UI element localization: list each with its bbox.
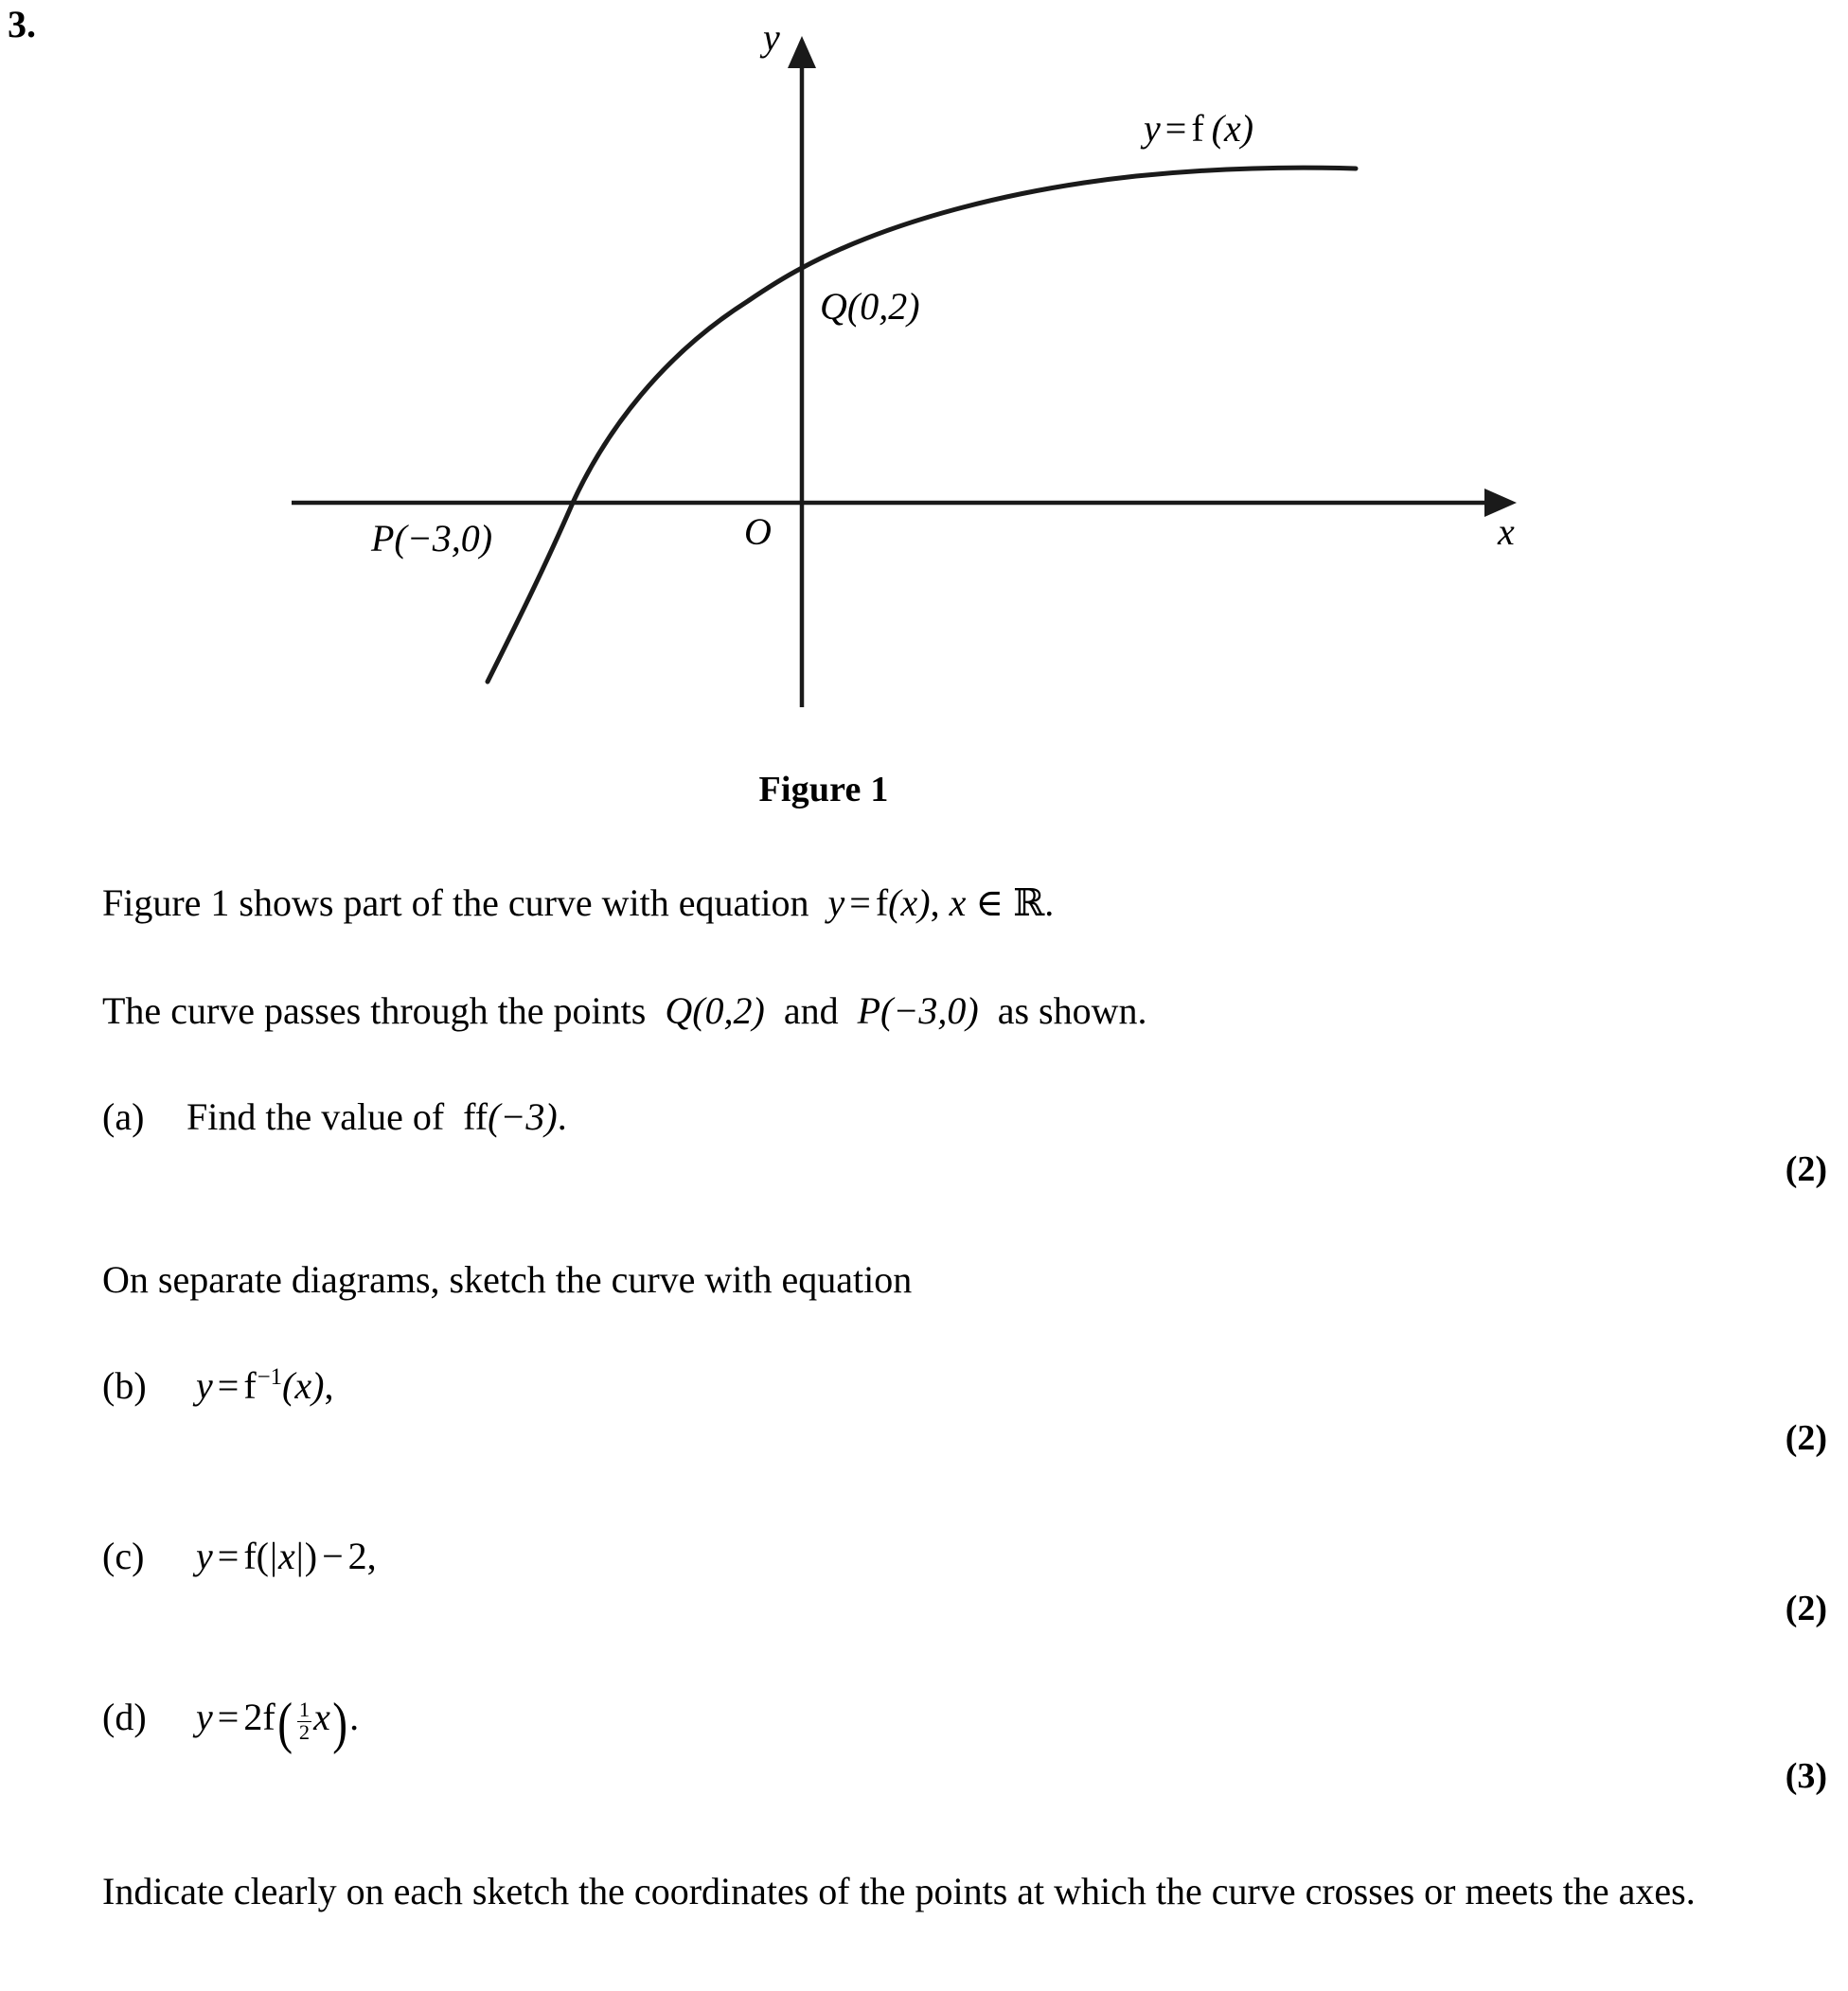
part-c-comma: , (366, 1535, 377, 1577)
part-c-y: y (196, 1535, 213, 1577)
part-c-equation (196, 1535, 377, 1577)
part-d-label: (d) (102, 1696, 147, 1738)
part-c-open-paren: ( (256, 1535, 269, 1577)
intro-paragraph-1 (102, 879, 1054, 928)
part-d-period: . (349, 1696, 360, 1738)
part-b-exponent: −1 (257, 1363, 283, 1390)
part-c-equals: = (217, 1535, 240, 1577)
figure-caption: Figure 1 (758, 770, 889, 809)
part-a-period: . (557, 1095, 567, 1138)
sketch-instruction: On separate diagrams, sketch the curve with equation (102, 1258, 913, 1301)
intro-1-comma: , (930, 881, 940, 924)
figure-1-graph (0, 0, 1848, 748)
intro-2-and: and (783, 989, 839, 1032)
intro-2-text: The curve passes through the points (102, 989, 647, 1032)
part-a-marks: (2) (1785, 1149, 1827, 1189)
intro-1-arg: (x) (888, 881, 931, 924)
intro-2-point-q: Q(0,2) (665, 989, 765, 1032)
part-b-equals: = (217, 1364, 240, 1407)
part-b-comma: , (324, 1364, 334, 1407)
point-label-q: Q(0,2) (820, 285, 920, 328)
intro-2-point-p: P(−3,0) (857, 989, 979, 1032)
intro-1-period: . (1044, 881, 1055, 924)
curve-f-of-x (488, 168, 1356, 682)
part-a-body (187, 1094, 567, 1139)
part-d-close-paren: ) (332, 1692, 347, 1756)
part-d-fraction (297, 1699, 311, 1744)
part-a-arg: (−3) (488, 1095, 558, 1138)
y-axis-label: y (763, 16, 780, 59)
intro-2-post: as shown. (997, 989, 1147, 1032)
part-c-abs-right: | (295, 1535, 304, 1577)
intro-1-equation (828, 881, 1055, 924)
part-b-marks: (2) (1785, 1418, 1827, 1458)
part-c-close-paren: ) (304, 1535, 318, 1577)
part-d-coefficient: 2f (243, 1696, 275, 1738)
part-d-x: x (313, 1696, 330, 1738)
part-c-marks: (2) (1785, 1589, 1827, 1628)
part-b-body (196, 1363, 333, 1408)
part-a-label: (a) (102, 1095, 145, 1138)
y-axis (788, 36, 816, 707)
x-axis-label: x (1498, 510, 1515, 553)
part-c-x: x (278, 1535, 295, 1577)
part-d-denominator: 2 (298, 1720, 311, 1745)
part-b-f: f (243, 1364, 257, 1407)
part-a-equation (463, 1095, 567, 1138)
part-d-open-paren: ( (276, 1692, 293, 1756)
intro-1-equals: = (849, 881, 871, 924)
part-d-equation (196, 1692, 360, 1756)
part-c-minus: − (322, 1535, 344, 1577)
part-b-arg: (x) (282, 1364, 325, 1407)
part-a-fn: ff (463, 1095, 489, 1138)
part-d-marks: (3) (1785, 1756, 1827, 1796)
part-a-text: Find the value of (187, 1095, 445, 1138)
part-c-abs-left: | (269, 1535, 277, 1577)
part-d-numerator: 1 (298, 1698, 311, 1722)
final-instruction: Indicate clearly on each sketch the coordinates of the points at which the curve crosses or meets the axes. (102, 1870, 1696, 1912)
intro-1-reals: ℝ (1012, 881, 1045, 925)
question-number: 3. (8, 3, 36, 45)
point-label-p: P(−3,0) (371, 517, 493, 560)
intro-paragraph-2 (102, 987, 1146, 1036)
part-b-label: (b) (102, 1364, 147, 1407)
part-d-equals: = (217, 1696, 240, 1738)
curve-label-text: y = f (x) (1144, 107, 1254, 150)
part-d-body (196, 1692, 360, 1756)
intro-1-text: Figure 1 shows part of the curve with equation (102, 881, 809, 924)
part-c-f: f (243, 1535, 257, 1577)
part-d-y: y (196, 1696, 213, 1738)
part-b-y: y (196, 1364, 213, 1407)
intro-1-y: y (827, 881, 845, 924)
part-c-label: (c) (102, 1535, 145, 1577)
intro-1-x: x (949, 881, 967, 924)
curve-equation-label (1144, 106, 1253, 151)
intro-1-in: ∈ (975, 881, 1004, 924)
x-axis (292, 489, 1517, 517)
part-c-body (196, 1534, 377, 1578)
origin-label: O (744, 510, 772, 553)
intro-1-f: f (875, 881, 889, 924)
part-b-equation (196, 1364, 333, 1407)
part-c-two: 2 (347, 1535, 367, 1577)
